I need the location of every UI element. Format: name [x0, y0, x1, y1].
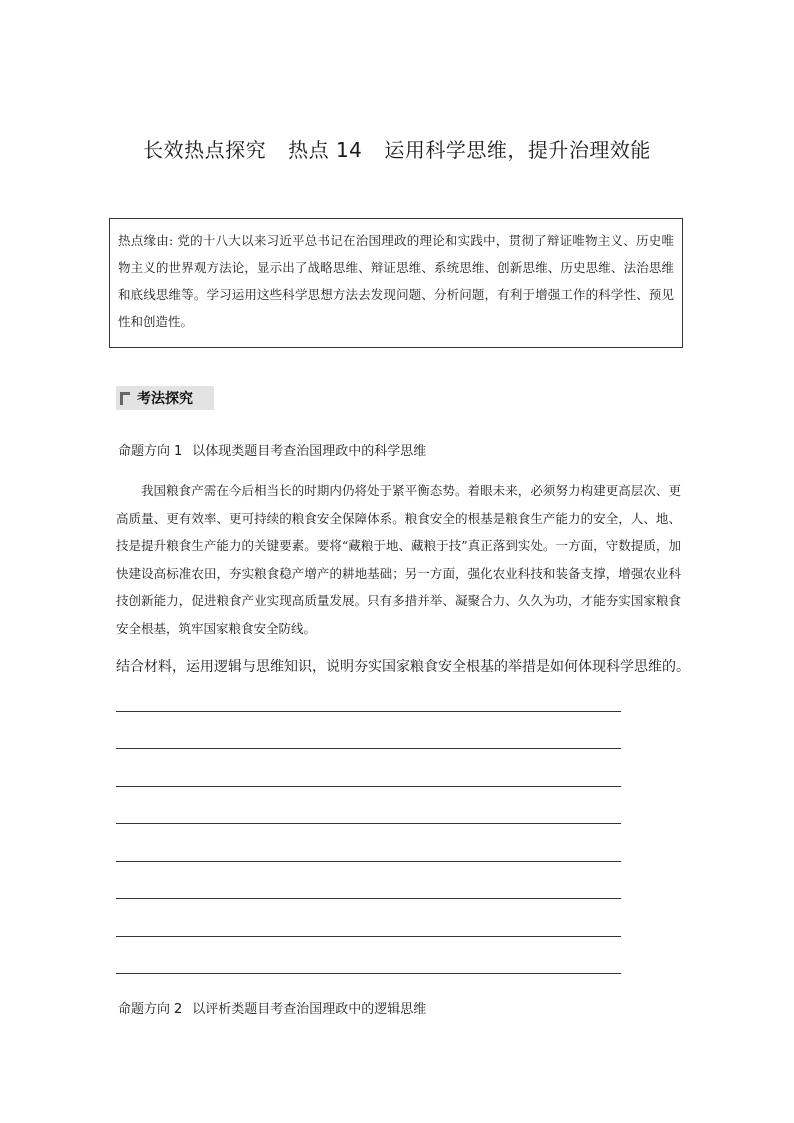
answer-line[interactable]: [116, 786, 621, 787]
answer-line[interactable]: [116, 711, 621, 712]
answer-line[interactable]: [116, 748, 621, 749]
section-marker-icon: [120, 392, 130, 405]
answer-line[interactable]: [116, 861, 621, 862]
direction-1-number: 1: [174, 444, 183, 459]
page-title: [0, 134, 794, 163]
section-header: [116, 386, 214, 410]
direction-1-heading: [118, 440, 426, 459]
direction-2-heading: [118, 998, 426, 1017]
answer-line[interactable]: [116, 973, 621, 974]
title-part-3: 运用科学思维，提升治理效能: [384, 138, 651, 162]
hot-origin-colon: :: [168, 233, 178, 248]
answer-line[interactable]: [116, 823, 621, 824]
title-part-2: 热点 14: [288, 138, 363, 162]
direction-1-text: 以体现类题目考查治国理政中的科学思维: [192, 444, 427, 459]
answer-line[interactable]: [116, 898, 621, 899]
title-part-1: 长效热点探究: [143, 138, 267, 162]
direction-1-label: 命题方向: [118, 444, 171, 459]
answer-line[interactable]: [116, 936, 621, 937]
hot-origin-text: 党的十八大以来习近平总书记在治国理政的理论和实践中，贯彻了辩证唯物主义、历史唯物主义的世界观方法论，显示出了战略思维、辩证思维、系统思维、创新思维、历史思维、法治思维和底线思维等。学习运用这些科学思想方法去发现问题、分析问题，有利于增强工作的科学性、预见性和创造性。: [118, 233, 674, 329]
material-paragraph: 我国粮食产需在今后相当长的时期内仍将处于紧平衡态势。着眼未来，必须努力构建更高层次、更高质量、更有效率、更可持续的粮食安全保障体系。粮食安全的根基是粮食生产能力的安全，人、地、技是提升粮食生产能力的关键要素。要将“藏粮于地、藏粮于技”真正落到实处。一方面，守数提质，加快建设高标准农田，夯实粮食稳产增产的耕地基础；另一方面，强化农业科技和装备支撑，增强农业科技创新能力，促进粮食产业实现高质量发展。只有多措并举、凝聚合力、久久为功，才能夯实国家粮食安全根基，筑牢国家粮食安全防线。: [116, 483, 681, 636]
section-label: 考法探究: [137, 391, 193, 407]
direction-2-label: 命题方向: [118, 1002, 171, 1017]
question-text: 结合材料，运用逻辑与思维知识，说明夯实国家粮食安全根基的举措是如何体现科学思维的。: [116, 659, 690, 675]
direction-2-number: 2: [174, 1002, 183, 1017]
hot-origin-box: [109, 218, 683, 348]
direction-2-text: 以评析类题目考查治国理政中的逻辑思维: [192, 1002, 427, 1017]
hot-origin-label: 热点缘由: [118, 233, 169, 248]
